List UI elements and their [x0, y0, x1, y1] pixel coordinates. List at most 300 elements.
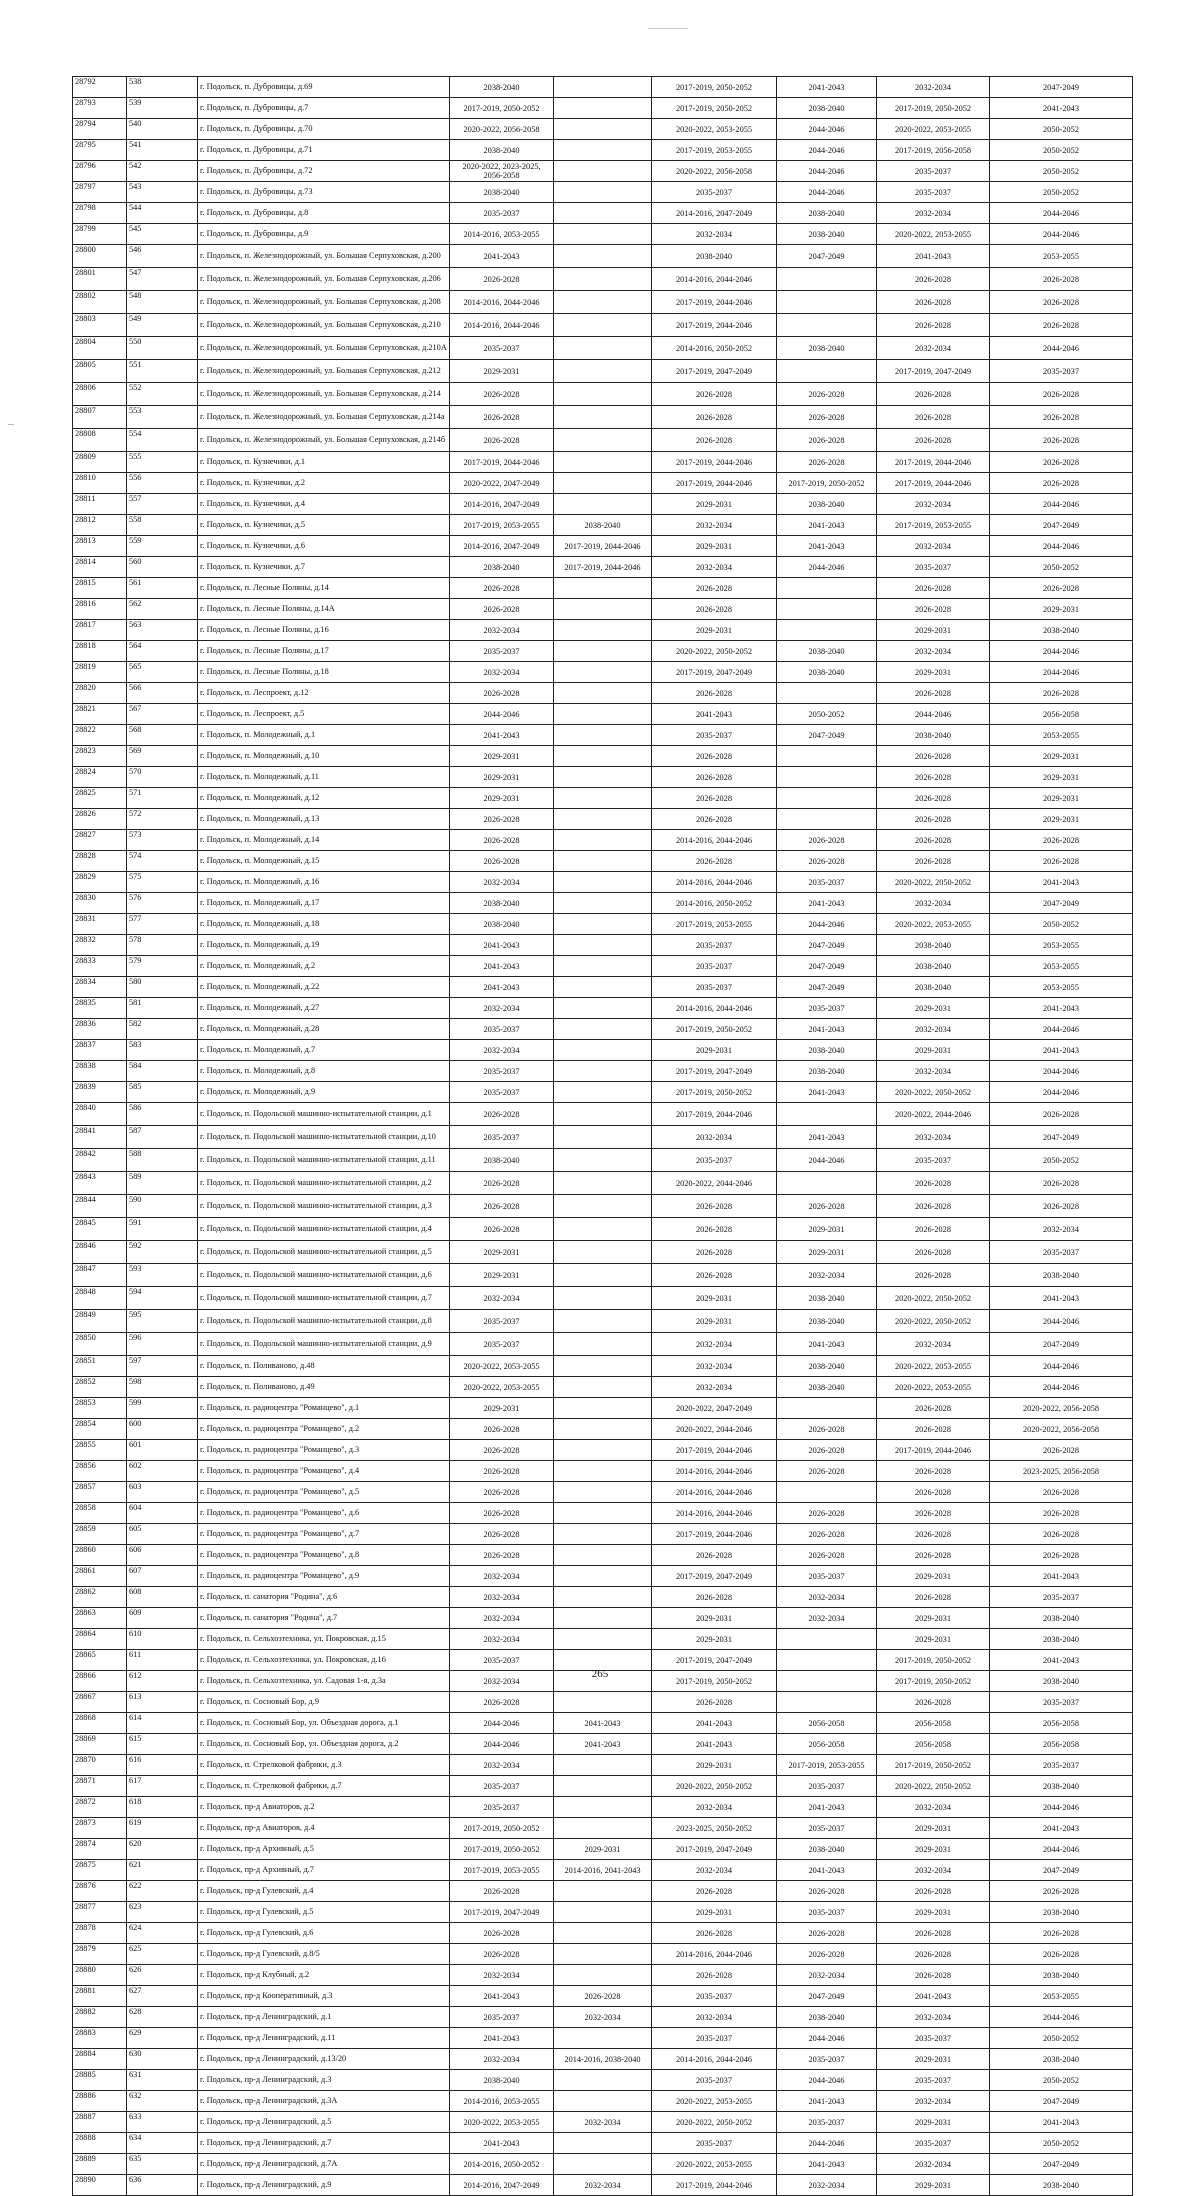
cell-period-4: 2038-2040 [777, 1356, 877, 1377]
scan-mark-left [8, 424, 14, 425]
cell-period-2 [554, 1241, 652, 1264]
cell-address: г. Подольск, пр-д Гулевский, д.5 [198, 1902, 450, 1923]
table-row [73, 1356, 1133, 1377]
cell-register-number: 28803 [73, 314, 127, 337]
cell-period-1: 2020-2022, 2023-2025, 2056-2058 [450, 161, 554, 182]
cell-period-2 [554, 1126, 652, 1149]
cell-item-number: 624 [127, 1923, 198, 1944]
cell-register-number: 28814 [73, 557, 127, 578]
cell-period-4: 2044-2046 [777, 2133, 877, 2154]
cell-item-number: 579 [127, 956, 198, 977]
cell-period-6: 2026-2028 [990, 406, 1133, 429]
cell-period-1: 2035-2037 [450, 1082, 554, 1103]
cell-period-1: 2032-2034 [450, 1040, 554, 1061]
cell-period-1: 2041-2043 [450, 725, 554, 746]
cell-period-3: 2017-2019, 2047-2049 [652, 1566, 777, 1587]
cell-period-4 [777, 1629, 877, 1650]
cell-period-3: 2026-2028 [652, 1881, 777, 1902]
cell-address: г. Подольск, пр-д Архивный, д.7 [198, 1860, 450, 1881]
cell-period-6: 2044-2046 [990, 1061, 1133, 1082]
cell-period-6: 2026-2028 [990, 683, 1133, 704]
table-row [73, 1333, 1133, 1356]
cell-period-3: 2026-2028 [652, 1923, 777, 1944]
cell-period-1: 2032-2034 [450, 872, 554, 893]
cell-period-6: 2044-2046 [990, 641, 1133, 662]
cell-period-2 [554, 224, 652, 245]
cell-address: г. Подольск, п. Железнодорожный, ул. Большая Серпуховская, д.210 [198, 314, 450, 337]
cell-period-2 [554, 1755, 652, 1776]
cell-period-6: 2026-2028 [990, 1172, 1133, 1195]
cell-period-5: 2026-2028 [877, 746, 990, 767]
cell-period-6: 2041-2043 [990, 872, 1133, 893]
cell-period-1: 2035-2037 [450, 1126, 554, 1149]
cell-period-6: 2038-2040 [990, 620, 1133, 641]
table-row [73, 360, 1133, 383]
cell-address: г. Подольск, п. Железнодорожный, ул. Большая Серпуховская, д.206 [198, 268, 450, 291]
cell-period-2 [554, 1692, 652, 1713]
table-row [73, 2112, 1133, 2133]
cell-period-3: 2035-2037 [652, 725, 777, 746]
cell-register-number: 28876 [73, 1881, 127, 1902]
cell-address: г. Подольск, п. Молодежный, д.10 [198, 746, 450, 767]
cell-item-number: 574 [127, 851, 198, 872]
cell-period-6: 2026-2028 [990, 1881, 1133, 1902]
cell-period-5: 2026-2028 [877, 1524, 990, 1545]
cell-period-4: 2035-2037 [777, 1776, 877, 1797]
cell-period-2 [554, 291, 652, 314]
cell-register-number: 28862 [73, 1587, 127, 1608]
cell-register-number: 28827 [73, 830, 127, 851]
cell-register-number: 28806 [73, 383, 127, 406]
repair-schedule-table [72, 76, 1133, 2196]
cell-period-6: 2029-2031 [990, 809, 1133, 830]
cell-period-4: 2026-2028 [777, 1545, 877, 1566]
cell-period-1: 2032-2034 [450, 1671, 554, 1692]
cell-period-1: 2026-2028 [450, 578, 554, 599]
cell-period-1: 2041-2043 [450, 956, 554, 977]
table-row [73, 2049, 1133, 2070]
cell-address: г. Подольск, п. Молодежный, д.8 [198, 1061, 450, 1082]
cell-period-5: 2026-2028 [877, 406, 990, 429]
cell-period-1: 2035-2037 [450, 1061, 554, 1082]
cell-period-4: 2017-2019, 2053-2055 [777, 1755, 877, 1776]
cell-period-6: 2041-2043 [990, 1650, 1133, 1671]
cell-period-4 [777, 578, 877, 599]
cell-period-3: 2029-2031 [652, 1755, 777, 1776]
cell-address: г. Подольск, п. Подольской машинно-испытательной станции, д.1 [198, 1103, 450, 1126]
cell-period-5: 2026-2028 [877, 1264, 990, 1287]
table-row [73, 1524, 1133, 1545]
cell-address: г. Подольск, п. Поливаново, д.48 [198, 1356, 450, 1377]
cell-period-1: 2041-2043 [450, 977, 554, 998]
cell-period-2: 2017-2019, 2044-2046 [554, 536, 652, 557]
cell-register-number: 28808 [73, 429, 127, 452]
cell-register-number: 28888 [73, 2133, 127, 2154]
cell-period-6: 2041-2043 [990, 998, 1133, 1019]
cell-period-1: 2041-2043 [450, 2028, 554, 2049]
cell-register-number: 28881 [73, 1986, 127, 2007]
cell-period-1: 2032-2034 [450, 662, 554, 683]
cell-period-2 [554, 1377, 652, 1398]
cell-period-2 [554, 494, 652, 515]
cell-address: г. Подольск, пр-д Ленинградский, д.7А [198, 2154, 450, 2175]
cell-period-4: 2038-2040 [777, 1839, 877, 1860]
cell-period-5: 2026-2028 [877, 1218, 990, 1241]
cell-period-4: 2026-2028 [777, 1524, 877, 1545]
cell-address: г. Подольск, п. Подольской машинно-испытательной станции, д.11 [198, 1149, 450, 1172]
cell-period-3: 2035-2037 [652, 977, 777, 998]
cell-period-5: 2038-2040 [877, 956, 990, 977]
cell-period-5: 2029-2031 [877, 1040, 990, 1061]
cell-period-6: 2038-2040 [990, 2175, 1133, 2196]
cell-period-5: 2032-2034 [877, 1126, 990, 1149]
cell-period-5: 2035-2037 [877, 2070, 990, 2091]
cell-period-1: 2017-2019, 2050-2052 [450, 1818, 554, 1839]
cell-register-number: 28841 [73, 1126, 127, 1149]
cell-period-5: 2020-2022, 2050-2052 [877, 1310, 990, 1333]
cell-period-5: 2035-2037 [877, 2028, 990, 2049]
cell-address: г. Подольск, п. Молодежный, д.9 [198, 1082, 450, 1103]
cell-period-2 [554, 2070, 652, 2091]
cell-period-4: 2026-2028 [777, 406, 877, 429]
table-row [73, 2091, 1133, 2112]
cell-address: г. Подольск, пр-д Гулевский, д.8/5 [198, 1944, 450, 1965]
cell-period-3: 2026-2028 [652, 1241, 777, 1264]
cell-period-6: 2023-2025, 2056-2058 [990, 1461, 1133, 1482]
cell-item-number: 601 [127, 1440, 198, 1461]
cell-period-6: 2038-2040 [990, 1264, 1133, 1287]
cell-address: г. Подольск, п. Молодежный, д.1 [198, 725, 450, 746]
cell-period-2 [554, 641, 652, 662]
cell-period-3: 2017-2019, 2047-2049 [652, 1650, 777, 1671]
cell-period-5: 2020-2022, 2050-2052 [877, 1082, 990, 1103]
cell-period-4: 2026-2028 [777, 1419, 877, 1440]
cell-item-number: 611 [127, 1650, 198, 1671]
cell-period-2 [554, 452, 652, 473]
cell-item-number: 555 [127, 452, 198, 473]
cell-period-6: 2026-2028 [990, 473, 1133, 494]
cell-period-2 [554, 1287, 652, 1310]
cell-period-5: 2026-2028 [877, 683, 990, 704]
table-row [73, 268, 1133, 291]
table-row [73, 1377, 1133, 1398]
cell-period-6: 2053-2055 [990, 245, 1133, 268]
table-row [73, 935, 1133, 956]
cell-period-2 [554, 383, 652, 406]
cell-item-number: 612 [127, 1671, 198, 1692]
cell-period-6: 2047-2049 [990, 2154, 1133, 2175]
cell-period-1: 2029-2031 [450, 746, 554, 767]
cell-period-2 [554, 473, 652, 494]
cell-period-1: 2026-2028 [450, 1440, 554, 1461]
cell-period-1: 2026-2028 [450, 268, 554, 291]
cell-address: г. Подольск, п. Дубровицы, д.70 [198, 119, 450, 140]
cell-period-5: 2026-2028 [877, 383, 990, 406]
cell-period-4: 2047-2049 [777, 977, 877, 998]
cell-period-6: 2050-2052 [990, 161, 1133, 182]
cell-address: г. Подольск, п. радиоцентра "Романцево", д.1 [198, 1398, 450, 1419]
cell-period-2 [554, 725, 652, 746]
cell-period-2 [554, 1149, 652, 1172]
cell-register-number: 28832 [73, 935, 127, 956]
cell-period-5: 2029-2031 [877, 1566, 990, 1587]
cell-period-2 [554, 767, 652, 788]
cell-address: г. Подольск, п. Молодежный, д.16 [198, 872, 450, 893]
cell-period-4: 2050-2052 [777, 704, 877, 725]
cell-register-number: 28872 [73, 1797, 127, 1818]
cell-period-2: 2032-2034 [554, 2112, 652, 2133]
cell-period-4: 2032-2034 [777, 1264, 877, 1287]
cell-period-6: 2050-2052 [990, 1149, 1133, 1172]
table-row [73, 1419, 1133, 1440]
cell-period-2: 2017-2019, 2044-2046 [554, 557, 652, 578]
cell-period-3: 2017-2019, 2044-2046 [652, 452, 777, 473]
cell-period-3: 2026-2028 [652, 1264, 777, 1287]
cell-item-number: 553 [127, 406, 198, 429]
cell-register-number: 28835 [73, 998, 127, 1019]
table-row [73, 1440, 1133, 1461]
cell-register-number: 28846 [73, 1241, 127, 1264]
cell-period-1: 2026-2028 [450, 429, 554, 452]
cell-period-5: 2032-2034 [877, 77, 990, 98]
cell-address: г. Подольск, п. Сосновый Бор, ул. Объездная дорога, д.1 [198, 1713, 450, 1734]
cell-item-number: 591 [127, 1218, 198, 1241]
table-row [73, 494, 1133, 515]
table-row [73, 1797, 1133, 1818]
table-row [73, 245, 1133, 268]
cell-period-4: 2044-2046 [777, 557, 877, 578]
cell-register-number: 28822 [73, 725, 127, 746]
cell-period-5: 2020-2022, 2053-2055 [877, 1377, 990, 1398]
cell-item-number: 561 [127, 578, 198, 599]
table-row [73, 1986, 1133, 2007]
cell-period-1: 2035-2037 [450, 1019, 554, 1040]
cell-address: г. Подольск, п. Подольской машинно-испытательной станции, д.3 [198, 1195, 450, 1218]
table-row [73, 1881, 1133, 1902]
cell-period-2 [554, 830, 652, 851]
cell-address: г. Подольск, п. радиоцентра "Романцево", д.5 [198, 1482, 450, 1503]
cell-period-4 [777, 291, 877, 314]
table-row [73, 1310, 1133, 1333]
cell-period-6: 2050-2052 [990, 557, 1133, 578]
cell-period-5: 2026-2028 [877, 1398, 990, 1419]
cell-period-6: 2047-2049 [990, 2091, 1133, 2112]
cell-period-1: 2032-2034 [450, 1965, 554, 1986]
cell-period-6: 2035-2037 [990, 1587, 1133, 1608]
cell-period-3: 2017-2019, 2044-2046 [652, 2175, 777, 2196]
cell-period-1: 2035-2037 [450, 203, 554, 224]
cell-address: г. Подольск, пр-д Архивный, д.5 [198, 1839, 450, 1860]
cell-period-2 [554, 2028, 652, 2049]
cell-period-6: 2047-2049 [990, 893, 1133, 914]
cell-period-3: 2035-2037 [652, 1986, 777, 2007]
table-row [73, 337, 1133, 360]
cell-period-2: 2026-2028 [554, 1986, 652, 2007]
cell-period-3: 2020-2022, 2053-2055 [652, 2154, 777, 2175]
cell-period-6: 2047-2049 [990, 77, 1133, 98]
cell-address: г. Подольск, пр-д Ленинградский, д.13/20 [198, 2049, 450, 2070]
cell-period-4: 2038-2040 [777, 494, 877, 515]
cell-item-number: 602 [127, 1461, 198, 1482]
cell-period-1: 2038-2040 [450, 914, 554, 935]
cell-period-1: 2020-2022, 2053-2055 [450, 2112, 554, 2133]
cell-period-4 [777, 809, 877, 830]
cell-register-number: 28875 [73, 1860, 127, 1881]
table-row [73, 473, 1133, 494]
cell-period-4: 2035-2037 [777, 2049, 877, 2070]
cell-item-number: 578 [127, 935, 198, 956]
cell-period-1: 2014-2016, 2053-2055 [450, 2091, 554, 2112]
cell-period-6: 2050-2052 [990, 2133, 1133, 2154]
cell-period-3: 2029-2031 [652, 1608, 777, 1629]
cell-period-6: 2053-2055 [990, 725, 1133, 746]
cell-period-5: 2044-2046 [877, 704, 990, 725]
cell-period-2 [554, 935, 652, 956]
table-row [73, 1218, 1133, 1241]
cell-address: г. Подольск, пр-д Ленинградский, д.11 [198, 2028, 450, 2049]
cell-item-number: 567 [127, 704, 198, 725]
cell-period-1: 2026-2028 [450, 809, 554, 830]
cell-address: г. Подольск, пр-д Ленинградский, д.5 [198, 2112, 450, 2133]
table-row [73, 161, 1133, 182]
cell-item-number: 565 [127, 662, 198, 683]
table-row [73, 578, 1133, 599]
cell-address: г. Подольск, пр-д Ленинградский, д.1 [198, 2007, 450, 2028]
cell-item-number: 580 [127, 977, 198, 998]
cell-period-4: 2026-2028 [777, 1923, 877, 1944]
cell-period-3: 2026-2028 [652, 809, 777, 830]
cell-period-1: 2038-2040 [450, 182, 554, 203]
cell-period-3: 2026-2028 [652, 1195, 777, 1218]
cell-period-4: 2026-2028 [777, 1461, 877, 1482]
cell-period-5: 2026-2028 [877, 1172, 990, 1195]
cell-register-number: 28889 [73, 2154, 127, 2175]
table-row [73, 1755, 1133, 1776]
cell-register-number: 28834 [73, 977, 127, 998]
cell-period-3: 2017-2019, 2044-2046 [652, 1103, 777, 1126]
table-row [73, 851, 1133, 872]
cell-period-3: 2017-2019, 2050-2052 [652, 1671, 777, 1692]
table-row [73, 203, 1133, 224]
cell-period-6: 2026-2028 [990, 429, 1133, 452]
table-row [73, 746, 1133, 767]
cell-period-4: 2044-2046 [777, 914, 877, 935]
cell-address: г. Подольск, п. Кузнечики, д.7 [198, 557, 450, 578]
page-number: 265 [591, 1668, 609, 1680]
cell-address: г. Подольск, пр-д Кооперативный, д.3 [198, 1986, 450, 2007]
cell-period-3: 2020-2022, 2050-2052 [652, 2112, 777, 2133]
cell-period-6: 2026-2028 [990, 1944, 1133, 1965]
cell-period-1: 2038-2040 [450, 2070, 554, 2091]
table-row [73, 383, 1133, 406]
cell-item-number: 542 [127, 161, 198, 182]
cell-period-1: 2014-2016, 2047-2049 [450, 494, 554, 515]
cell-address: г. Подольск, п. Подольской машинно-испытательной станции, д.6 [198, 1264, 450, 1287]
cell-period-3: 2017-2019, 2053-2055 [652, 140, 777, 161]
table-row [73, 1902, 1133, 1923]
cell-period-1: 2035-2037 [450, 1797, 554, 1818]
cell-period-5: 2032-2034 [877, 641, 990, 662]
cell-period-3: 2032-2034 [652, 1377, 777, 1398]
cell-address: г. Подольск, п. Молодежный, д.18 [198, 914, 450, 935]
cell-address: г. Подольск, п. Железнодорожный, ул. Большая Серпуховская, д.214 [198, 383, 450, 406]
cell-address: г. Подольск, п. Лесные Поляны, д.18 [198, 662, 450, 683]
cell-period-1: 2044-2046 [450, 704, 554, 725]
cell-period-5: 2029-2031 [877, 1839, 990, 1860]
cell-register-number: 28819 [73, 662, 127, 683]
cell-period-4: 2038-2040 [777, 1287, 877, 1310]
cell-period-6: 2044-2046 [990, 224, 1133, 245]
cell-period-6: 2038-2040 [990, 2049, 1133, 2070]
cell-period-2 [554, 1440, 652, 1461]
cell-item-number: 599 [127, 1398, 198, 1419]
cell-period-5: 2026-2028 [877, 1195, 990, 1218]
cell-period-5: 2026-2028 [877, 314, 990, 337]
table-row [73, 1503, 1133, 1524]
cell-register-number: 28799 [73, 224, 127, 245]
cell-period-6: 2020-2022, 2056-2058 [990, 1419, 1133, 1440]
cell-period-3: 2026-2028 [652, 1965, 777, 1986]
table-row [73, 1082, 1133, 1103]
cell-register-number: 28793 [73, 98, 127, 119]
cell-register-number: 28831 [73, 914, 127, 935]
cell-period-5: 2026-2028 [877, 1587, 990, 1608]
cell-address: г. Подольск, п. Дубровицы, д.7 [198, 98, 450, 119]
cell-register-number: 28868 [73, 1713, 127, 1734]
cell-address: г. Подольск, пр-д Гулевский, д.6 [198, 1923, 450, 1944]
table-row [73, 1149, 1133, 1172]
cell-item-number: 586 [127, 1103, 198, 1126]
cell-period-2 [554, 1797, 652, 1818]
cell-period-2 [554, 245, 652, 268]
cell-period-2 [554, 1103, 652, 1126]
cell-register-number: 28828 [73, 851, 127, 872]
cell-period-6: 2050-2052 [990, 119, 1133, 140]
cell-period-2 [554, 1923, 652, 1944]
cell-period-5: 2017-2019, 2053-2055 [877, 515, 990, 536]
schedule-table-container [72, 76, 1132, 2196]
cell-register-number: 28855 [73, 1440, 127, 1461]
cell-period-6: 2026-2028 [990, 578, 1133, 599]
cell-period-1: 2038-2040 [450, 1149, 554, 1172]
cell-period-1: 2026-2028 [450, 1419, 554, 1440]
cell-period-3: 2020-2022, 2050-2052 [652, 641, 777, 662]
table-row [73, 893, 1133, 914]
cell-period-5: 2032-2034 [877, 337, 990, 360]
cell-address: г. Подольск, п. Сосновый Бор, д.9 [198, 1692, 450, 1713]
cell-period-1: 2035-2037 [450, 1650, 554, 1671]
cell-register-number: 28851 [73, 1356, 127, 1377]
cell-register-number: 28820 [73, 683, 127, 704]
cell-period-4 [777, 1398, 877, 1419]
cell-address: г. Подольск, п. санатория "Родина", д.7 [198, 1608, 450, 1629]
cell-period-5: 2032-2034 [877, 494, 990, 515]
cell-period-6: 2044-2046 [990, 662, 1133, 683]
cell-item-number: 597 [127, 1356, 198, 1377]
cell-period-2: 2029-2031 [554, 1839, 652, 1860]
cell-period-2 [554, 268, 652, 291]
cell-period-2 [554, 1944, 652, 1965]
cell-period-5: 2035-2037 [877, 182, 990, 203]
cell-period-1: 2014-2016, 2044-2046 [450, 314, 554, 337]
cell-register-number: 28818 [73, 641, 127, 662]
cell-address: г. Подольск, п. Молодежный, д.7 [198, 1040, 450, 1061]
cell-address: г. Подольск, п. Подольской машинно-испытательной станции, д.2 [198, 1172, 450, 1195]
cell-period-1: 2026-2028 [450, 383, 554, 406]
cell-period-1: 2026-2028 [450, 406, 554, 429]
table-row [73, 2070, 1133, 2091]
cell-period-3: 2029-2031 [652, 536, 777, 557]
